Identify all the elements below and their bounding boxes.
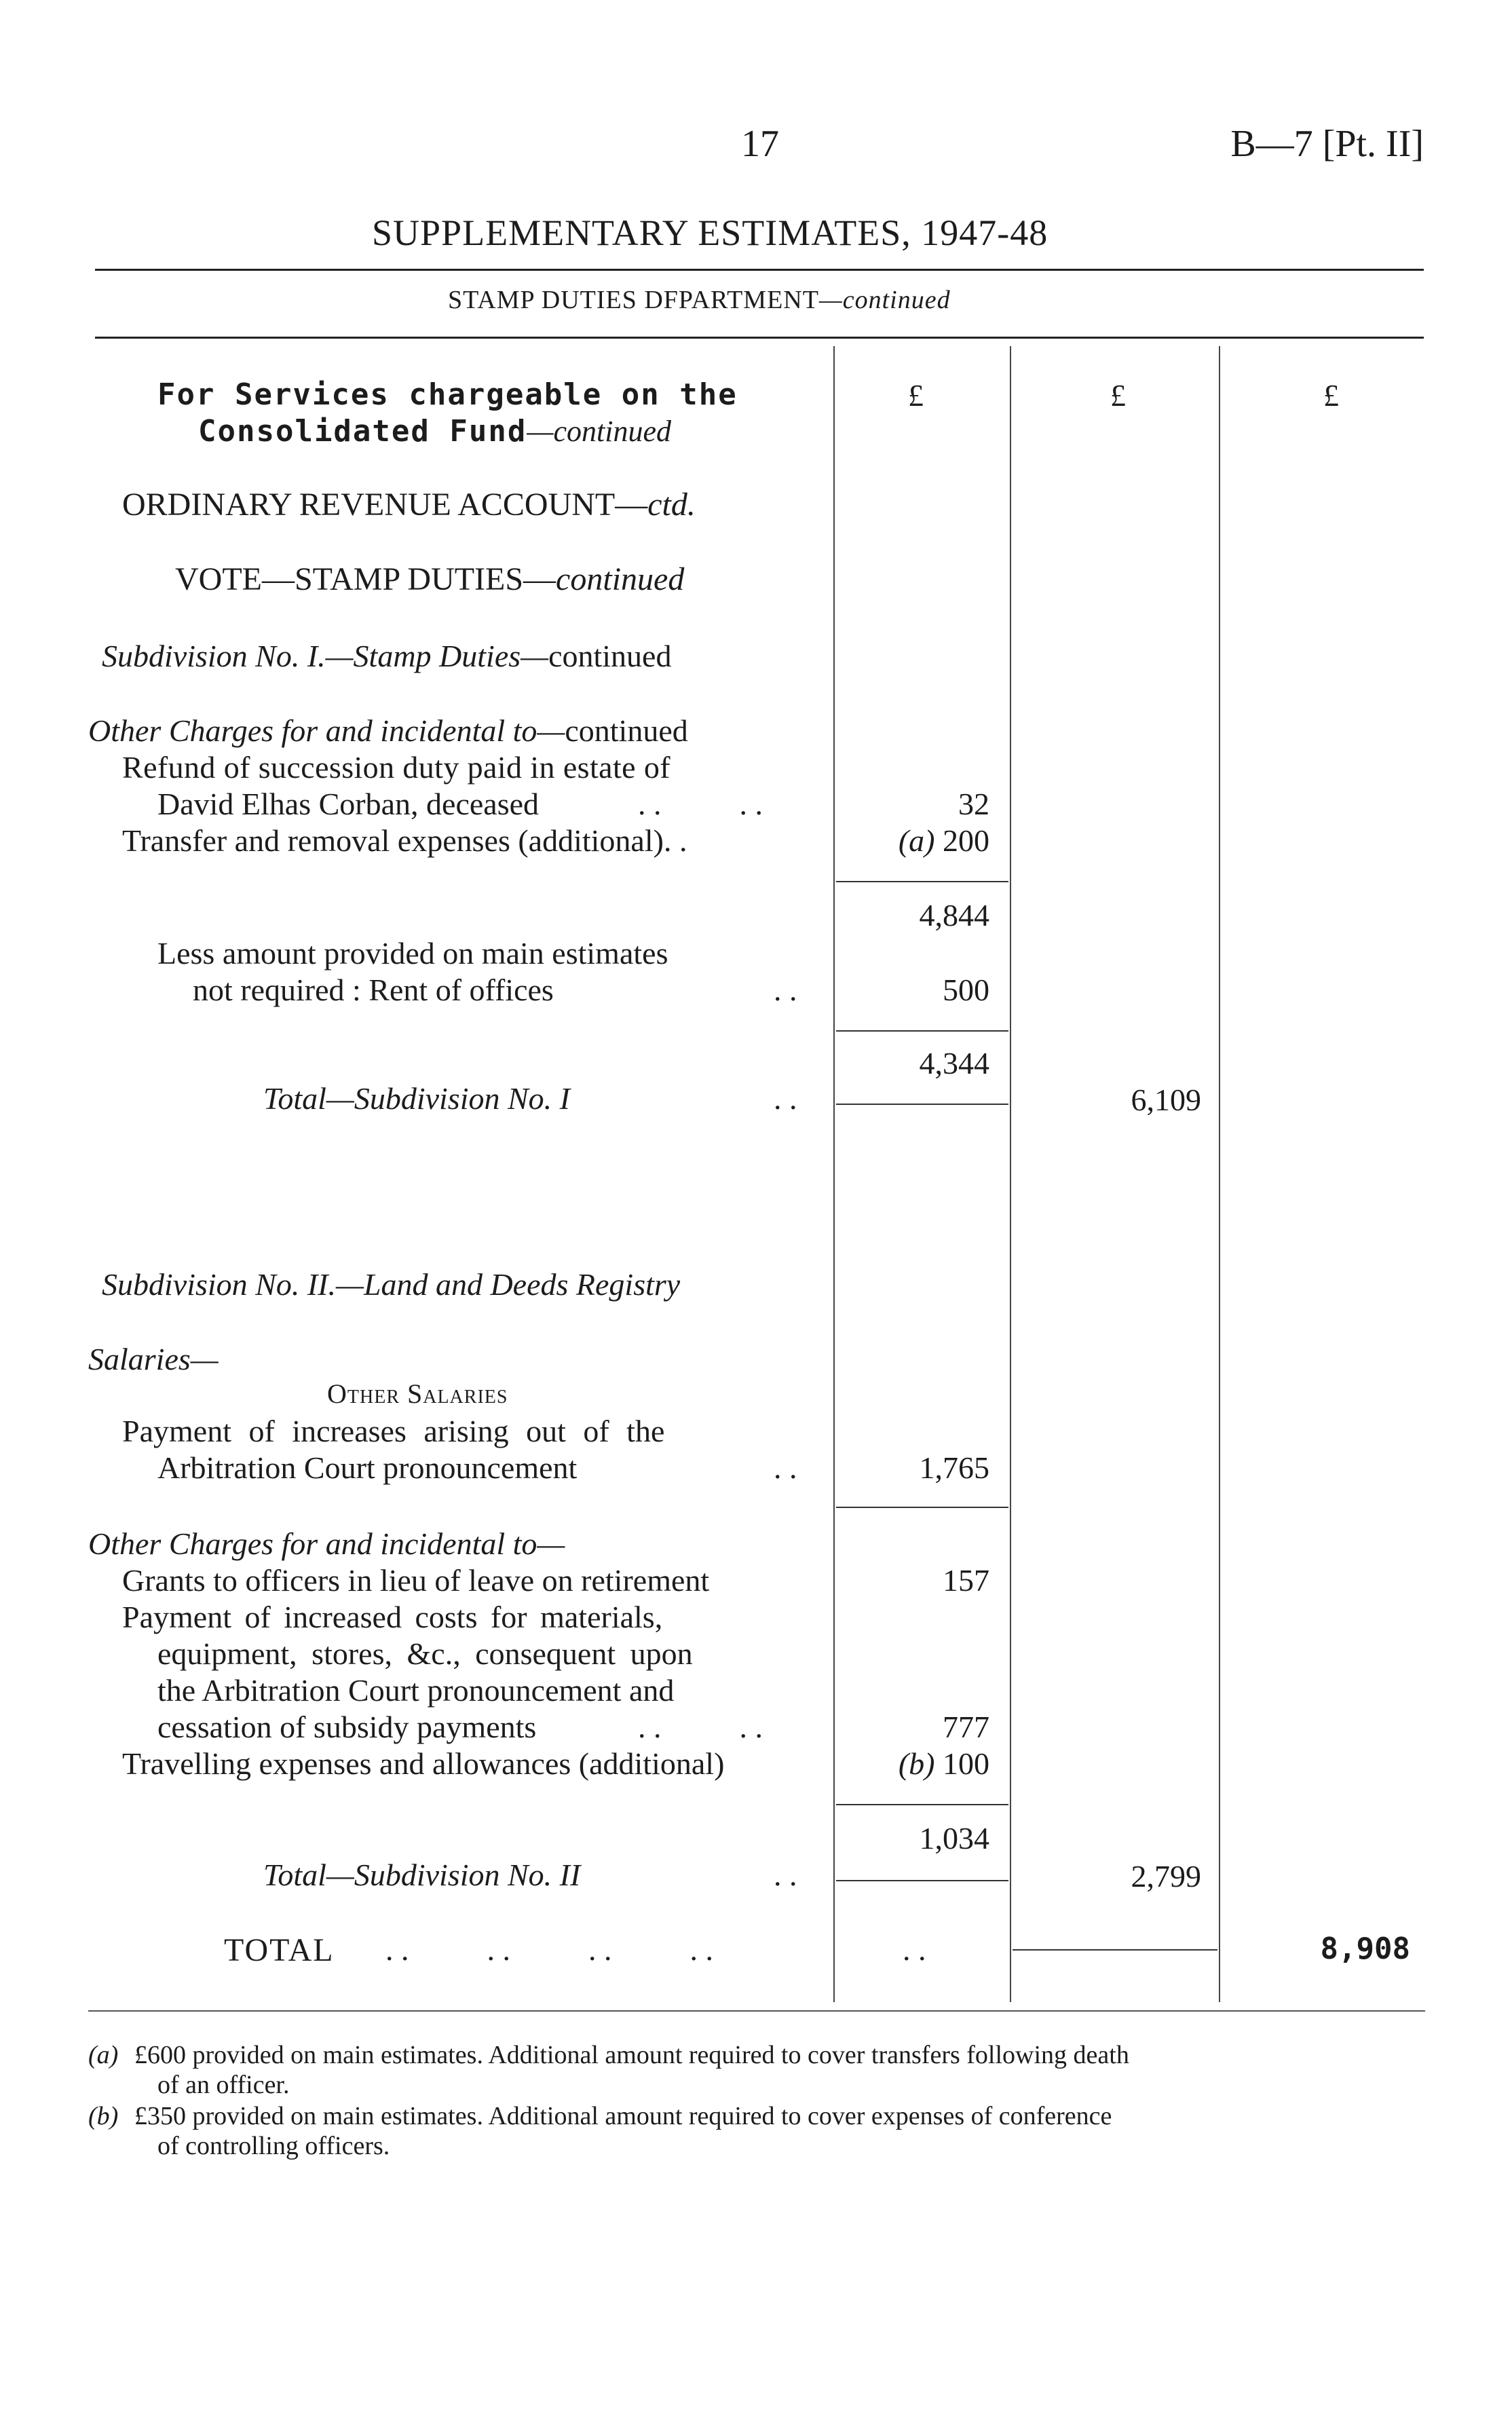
sub1-less-dots: . . — [774, 973, 797, 1007]
table-top-rule — [95, 337, 1424, 339]
column-divider-2 — [1010, 346, 1011, 2002]
sub1-net-rule — [836, 1030, 1008, 1032]
sub2-item3-line1: Payment of increased costs for materials, — [122, 1600, 663, 1634]
sub2-salaries-heading: Salaries— — [88, 1342, 219, 1376]
sub1-item1-dots: . . . . — [638, 787, 763, 821]
column-divider-1 — [833, 346, 835, 2002]
currency-column-3: £ — [1323, 378, 1339, 413]
page-number: 17 — [741, 123, 779, 165]
sub2-other-salaries: Other Salaries — [327, 1378, 508, 1409]
footnote-a-mark: (a) — [88, 2041, 119, 2069]
sub2-item3-line2: equipment, stores, &c., consequent upon — [157, 1636, 693, 1671]
sub2-total-dots: . . — [774, 1858, 797, 1892]
department-heading — [448, 285, 951, 315]
sub1-less-line1: Less amount provided on main estimates — [157, 936, 668, 971]
grand-total-col1-dots: . . — [903, 1932, 926, 1967]
sub2-item1-dots: . . — [774, 1450, 797, 1485]
sub2-item4-note: (b) — [898, 1746, 935, 1781]
sub1-item2-note: (a) — [898, 823, 935, 858]
subdivision-1-charges-heading — [88, 713, 688, 749]
subdivision-2-title: Subdivision No. II.—Land and Deeds Registry — [102, 1267, 681, 1302]
footnote-b-line2: of controlling officers. — [157, 2132, 390, 2160]
sub2-item3-amount: 777 — [943, 1710, 989, 1744]
footnote-a-line2: of an officer. — [157, 2071, 290, 2099]
sub2-item4-amount: 100 — [943, 1746, 989, 1781]
subdivision-1-title-text: Subdivision No. I.—Stamp Duties— — [102, 639, 549, 673]
subdivision-1-title — [102, 638, 671, 674]
sub1-item2-amount-cell — [899, 823, 989, 859]
sub1-item1-amount: 32 — [958, 787, 989, 821]
grand-total-rule — [1013, 1949, 1217, 1951]
sub2-item4-amount-cell — [899, 1746, 989, 1782]
sub2-subtotal-rule — [836, 1804, 1008, 1805]
sub2-total-rule — [836, 1880, 1008, 1881]
sub2-item3-line3: the Arbitration Court pronouncement and — [157, 1673, 675, 1708]
sub1-net: 4,344 — [919, 1046, 989, 1080]
department-name: STAMP DUTIES DFPARTMENT — [448, 286, 819, 314]
sub1-subtotal: 4,844 — [919, 898, 989, 933]
document-title: SUPPLEMENTARY ESTIMATES, 1947-48 — [372, 212, 1048, 253]
charges-heading-suffix: continued — [565, 713, 688, 748]
department-suffix: —continued — [818, 286, 951, 314]
document-reference: B—7 [Pt. II] — [1230, 123, 1424, 165]
sub2-item1-line1: Payment of increases arising out of the — [122, 1414, 665, 1448]
grand-total-label: TOTAL — [224, 1932, 335, 1968]
sub2-charges-heading: Other Charges for and incidental to— — [88, 1526, 565, 1561]
sub2-item4-label: Travelling expenses and allowances (additional) — [122, 1746, 725, 1781]
table-heading-line2 — [198, 414, 671, 449]
grand-total-dots: . . . . . . . . — [385, 1932, 713, 1967]
sub1-subtotal-rule — [836, 881, 1008, 882]
subdivision-1-title-suffix: continued — [548, 639, 672, 673]
table-heading-line1: For Services chargeable on the — [157, 377, 738, 412]
sub1-total-dots: . . — [774, 1081, 797, 1116]
charges-heading-text: Other Charges for and incidental to— — [88, 713, 565, 748]
sub2-salaries-rule — [836, 1507, 1008, 1508]
sub1-item1-line1: Refund of succession duty paid in estate of — [122, 750, 670, 785]
sub2-item1-line2: Arbitration Court pronouncement — [157, 1450, 578, 1485]
sub2-item2-label: Grants to officers in lieu of leave on retirement — [122, 1563, 710, 1598]
sub2-total-amount: 2,799 — [1131, 1859, 1201, 1894]
account-title — [122, 486, 696, 523]
title-rule — [95, 269, 1424, 271]
sub2-item3-line4: cessation of subsidy payments — [157, 1710, 537, 1744]
sub1-total-rule — [836, 1104, 1008, 1105]
currency-column-2: £ — [1110, 378, 1126, 413]
footnote-b-mark: (b) — [88, 2102, 119, 2130]
table-heading-fund: Consolidated Fund — [198, 414, 527, 449]
column-divider-3 — [1219, 346, 1220, 2002]
sub2-total-label: Total—Subdivision No. II — [263, 1858, 581, 1892]
sub1-item1-line2: David Elhas Corban, deceased — [157, 787, 540, 821]
vote-title-suffix: continued — [556, 561, 685, 597]
footnote-a-line1: £600 provided on main estimates. Additional amount required to cover transfers following death — [134, 2041, 1129, 2069]
sub1-item2-amount: 200 — [943, 823, 989, 858]
sub1-less-amount: 500 — [943, 973, 989, 1007]
account-title-suffix: ctd. — [647, 487, 696, 523]
currency-column-1: £ — [908, 378, 924, 413]
table-heading-suffix: —continued — [527, 415, 671, 448]
sub1-item2-label: Transfer and removal expenses (additional). . — [122, 823, 687, 858]
sub2-item1-amount: 1,765 — [919, 1450, 989, 1485]
sub2-item2-amount: 157 — [943, 1563, 989, 1598]
table-bottom-rule — [88, 2010, 1425, 2012]
account-title-text: ORDINARY REVENUE ACCOUNT— — [122, 487, 648, 523]
grand-total-amount: 8,908 — [1320, 1932, 1410, 1966]
vote-title-text: VOTE—STAMP DUTIES— — [175, 561, 556, 597]
vote-title — [175, 561, 684, 598]
sub1-total-amount: 6,109 — [1131, 1082, 1201, 1117]
sub2-subtotal: 1,034 — [919, 1821, 989, 1856]
sub1-less-line2: not required : Rent of offices — [193, 973, 554, 1007]
footnote-b-line1: £350 provided on main estimates. Additional amount required to cover expenses of conference — [134, 2102, 1112, 2130]
sub2-item3-dots: . . . . — [638, 1710, 763, 1744]
sub1-total-label: Total—Subdivision No. I — [263, 1081, 570, 1116]
